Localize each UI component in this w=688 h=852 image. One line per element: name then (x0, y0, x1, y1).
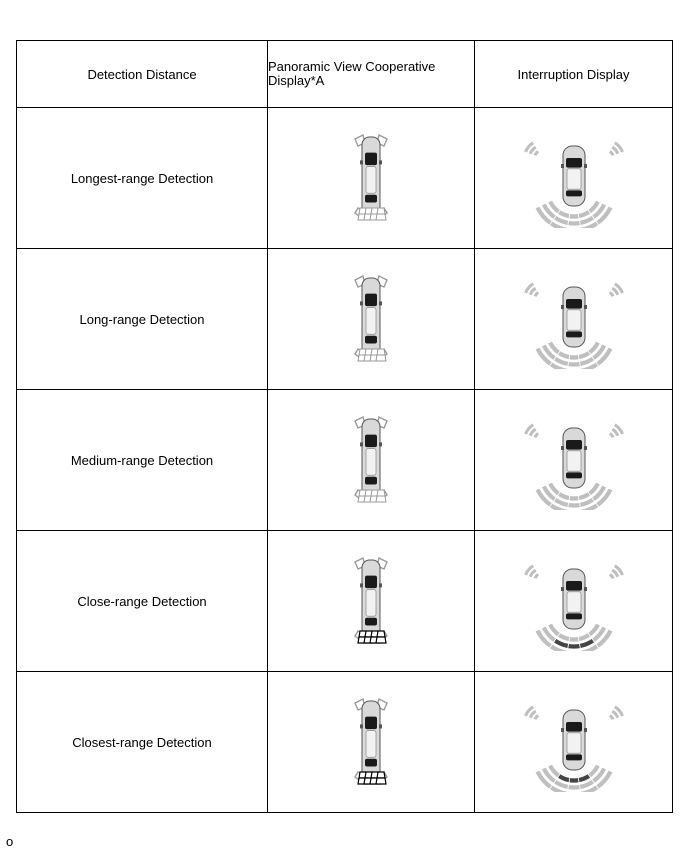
rear-window (365, 759, 377, 767)
front-left-sensor-arc (533, 714, 539, 720)
car-roof (567, 310, 581, 330)
rear-sensor-arc (567, 503, 580, 509)
front-left-sensor-arc (533, 432, 539, 438)
interruption-car-sensor-icon (524, 410, 624, 510)
front-right-sensor-arc (609, 150, 615, 156)
header-detection-distance: Detection Distance (17, 41, 268, 108)
rear-sensor-arc (566, 791, 581, 792)
rear-sensor-arc (566, 368, 581, 369)
car-icon (360, 701, 382, 779)
rear-sensor-zone (377, 490, 385, 496)
car-icon (360, 278, 382, 356)
rear-sensor-arc (569, 214, 579, 219)
row-label: Longest-range Detection (17, 108, 268, 249)
rear-window (566, 472, 582, 478)
mirror-left (360, 160, 363, 164)
rear-window (365, 477, 377, 485)
row-label: Long-range Detection (17, 249, 268, 390)
car-roof (567, 592, 581, 612)
windshield (566, 440, 582, 450)
mirror-right (584, 728, 587, 732)
interruption-cell (475, 672, 673, 813)
mirror-left (360, 724, 363, 728)
row-label: Closest-range Detection (17, 672, 268, 813)
car-icon (561, 569, 587, 629)
mirror-right (584, 305, 587, 309)
panoramic-cell (268, 531, 475, 672)
header-interruption-display: Interruption Display (475, 41, 673, 108)
mirror-right (584, 164, 587, 168)
rear-window (566, 754, 582, 760)
windshield (566, 722, 582, 732)
car-roof (567, 169, 581, 189)
interruption-car-sensor-icon (524, 551, 624, 651)
car-icon (561, 146, 587, 206)
mirror-left (561, 728, 564, 732)
rear-sensor-zone (376, 355, 386, 361)
rear-window (365, 336, 377, 344)
panoramic-car-sensor-icon (341, 415, 401, 505)
rear-sensor-zone (377, 349, 385, 355)
interruption-car-sensor-icon (524, 692, 624, 792)
panoramic-cell (268, 249, 475, 390)
windshield (566, 299, 582, 309)
rear-sensor-zone (377, 772, 385, 778)
mirror-left (360, 442, 363, 446)
mirror-right (379, 301, 382, 305)
rear-sensor-zone (377, 631, 385, 637)
interruption-cell (475, 108, 673, 249)
windshield (365, 294, 377, 306)
mirror-left (360, 301, 363, 305)
mirror-right (584, 446, 587, 450)
rear-window (365, 195, 377, 203)
mirror-left (561, 587, 564, 591)
windshield (365, 576, 377, 588)
car-roof (366, 167, 376, 194)
interruption-cell (475, 531, 673, 672)
rear-sensor-zone (376, 778, 386, 784)
rear-sensor-arc (569, 778, 579, 783)
rear-sensor-zone (376, 496, 386, 502)
mirror-left (561, 446, 564, 450)
rear-window (566, 613, 582, 619)
detection-distance-table (16, 40, 673, 813)
rear-sensor-arc (567, 644, 580, 650)
car-icon (360, 419, 382, 497)
row-label: Medium-range Detection (17, 390, 268, 531)
car-icon (561, 287, 587, 347)
mirror-left (561, 164, 564, 168)
mirror-left (561, 305, 564, 309)
rear-window (566, 190, 582, 196)
front-right-sensor-arc (609, 714, 615, 720)
panoramic-cell (268, 390, 475, 531)
header-panoramic-view: Panoramic View Cooperative Display*A (268, 41, 475, 108)
rear-sensor-zone (376, 637, 386, 643)
windshield (365, 717, 377, 729)
car-roof (366, 449, 376, 476)
panoramic-cell (268, 672, 475, 813)
panoramic-car-sensor-icon (341, 274, 401, 364)
rear-sensor-arc (567, 785, 580, 791)
interruption-cell (475, 249, 673, 390)
front-left-sensor-arc (533, 291, 539, 297)
mirror-right (584, 587, 587, 591)
front-left-sensor-arc (533, 150, 539, 156)
rear-sensor-zone (377, 208, 385, 214)
windshield (365, 153, 377, 165)
mirror-right (379, 724, 382, 728)
rear-sensor-arc (566, 509, 581, 510)
rear-sensor-arc (569, 637, 579, 642)
table-row (17, 390, 673, 531)
table-row (17, 249, 673, 390)
car-roof (366, 308, 376, 335)
table-row (17, 108, 673, 249)
car-icon (360, 137, 382, 215)
car-icon (360, 560, 382, 638)
front-right-sensor-arc (609, 573, 615, 579)
windshield (566, 581, 582, 591)
rear-sensor-arc (569, 355, 579, 360)
car-roof (366, 590, 376, 617)
table-row (17, 531, 673, 672)
table-row (17, 672, 673, 813)
mirror-left (360, 583, 363, 587)
rear-sensor-zone (376, 214, 386, 220)
panoramic-car-sensor-icon (341, 556, 401, 646)
rear-sensor-arc (566, 650, 581, 651)
table-header-row (17, 41, 673, 108)
front-right-sensor-arc (609, 291, 615, 297)
windshield (566, 158, 582, 168)
interruption-cell (475, 390, 673, 531)
rear-window (566, 331, 582, 337)
rear-sensor-arc (567, 362, 580, 368)
car-icon (561, 710, 587, 770)
interruption-car-sensor-icon (524, 269, 624, 369)
mirror-right (379, 442, 382, 446)
front-left-sensor-arc (533, 573, 539, 579)
footnote-mark: o (6, 834, 14, 849)
mirror-right (379, 160, 382, 164)
rear-sensor-arc (569, 496, 579, 501)
car-roof (567, 451, 581, 471)
windshield (365, 435, 377, 447)
interruption-car-sensor-icon (524, 128, 624, 228)
panoramic-cell (268, 108, 475, 249)
panoramic-car-sensor-icon (341, 697, 401, 787)
front-right-sensor-arc (609, 432, 615, 438)
car-icon (561, 428, 587, 488)
panoramic-car-sensor-icon (341, 133, 401, 223)
rear-sensor-arc (567, 221, 580, 227)
row-label: Close-range Detection (17, 531, 268, 672)
rear-sensor-arc (566, 227, 581, 228)
car-roof (567, 733, 581, 753)
car-roof (366, 731, 376, 758)
mirror-right (379, 583, 382, 587)
rear-window (365, 618, 377, 626)
